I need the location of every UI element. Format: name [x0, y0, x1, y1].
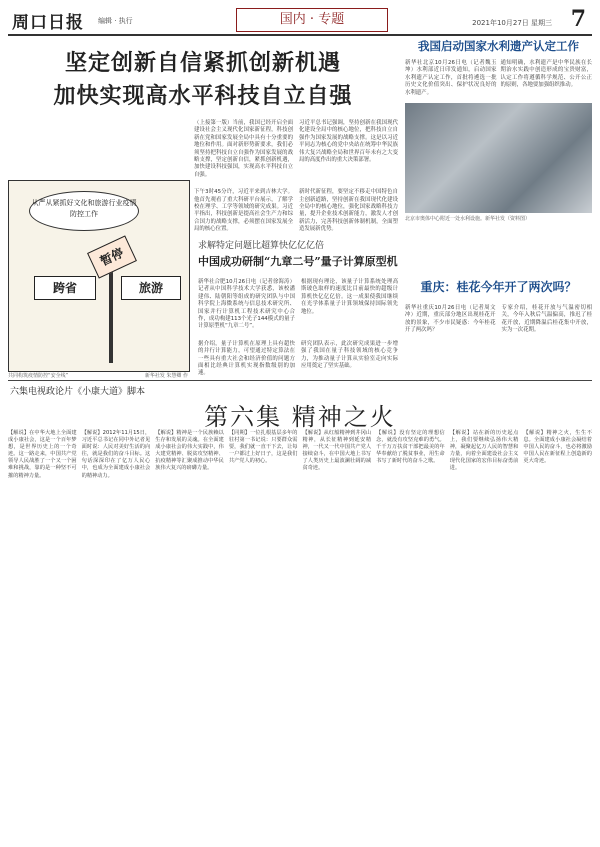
- series-kicker: 六集电视政论片《小康大道》脚本: [10, 387, 146, 397]
- cartoon-cloud-text: 从严从紧抓好文化和旅游行业疫情防控工作: [29, 191, 139, 231]
- page-number: 7: [570, 6, 586, 32]
- script-column: 【解说】在中华大地上全面建成小康社会，这是一个百年梦想，是世界历史上的一个奇迹。这一路走来，中国共产党领导人民战胜了一个又一个困难和挑战，靠的是一种坚不可摧的精神力量。: [8, 430, 77, 479]
- script-column: 【解说】2012年11月15日，习近平总书记在同中外记者见面时说：人民对美好生活的向往，就是我们的奋斗目标。这句话深深印在了亿万人民心中，也成为全面建成小康社会的精神动力。: [81, 430, 151, 479]
- quantum-column: 新华社合肥10月26日电（记者徐海涛）记者从中国科学技术大学获悉，该校潘建伟、陆朝阳等组成的研究团队与中国科学院上海微系统与信息技术研究所、国家并行计算机工程技术研究中心合作，成功构建113个光子144模式的量子计算原型机“九章二号”。: [198, 279, 295, 330]
- quantum-article: [198, 238, 398, 378]
- water-heritage-photo: [405, 103, 592, 213]
- quantum-headline: 中国成功研制“九章二号”量子计算原型机: [198, 255, 398, 268]
- quantum-kicker: 求解特定问题比超算快亿亿亿倍: [198, 241, 325, 251]
- script-column: 【解说】没有坚定的理想信念，就没有攻坚克难的勇气。千千万万扶贫干部把最美的年华奉献给了脱贫事业，用生命书写了新时代的奋斗之歌。: [376, 430, 445, 465]
- chongqing-column: 新华社重庆10月26日电（记者周文冲）近期，重庆部分地区出现桂花开放的景象，不少市民疑惑：今年桂花开了两次吗？: [405, 305, 496, 334]
- chongqing-headline: 重庆：桂花今年开了两次吗？: [420, 280, 577, 294]
- issue-date: 2021年10月27日 星期三: [472, 19, 552, 27]
- water-heritage-column: 新华社北京10月26日电（记者魏玉坤）水利部近日印发通知，启动国家水利遗产认定工作，首批将遴选一批历史文化价值突出、保护状况良好的水利遗产。: [405, 60, 497, 96]
- chongqing-article: [405, 278, 592, 335]
- lead-headline-2: 加快实现高水平科技自立自强: [53, 83, 353, 109]
- cartoon-sign-center: 暂停: [87, 235, 137, 278]
- quantum-column: 根据现有理论，该量子计算系统处理高斯玻色取样的速度比目前最快的超级计算机快亿亿亿倍。这一成果使我国继续在光学体系量子计算领域保持国际领先地位。: [301, 279, 398, 315]
- section-divider: [8, 380, 592, 381]
- script-column: 【解说】精神之火，生生不息。全面建成小康社会凝结着中国人民的奋斗，也必将激励中国人民在新征程上创造新的更大奇迹。: [523, 430, 592, 465]
- masthead: [8, 6, 592, 36]
- cartoon-caption-left: 共同构筑疫情防控“安全线”: [8, 373, 69, 379]
- cartoon-sign-left: 跨省: [34, 276, 96, 300]
- episode-title: 第六集 精神之火: [204, 403, 396, 431]
- chongqing-column: 专家介绍，桂花开放与气温密切相关，今年入秋后气温偏高，推迟了桂花开放，近期降温后桂花集中开放，实为一次花期。: [501, 305, 592, 334]
- cartoon-caption-right: 新华社发 朱慧卿 作: [144, 373, 188, 379]
- script-column: 【解说】站在新的历史起点上，我们要继续弘扬伟大精神，凝聚起亿万人民的智慧和力量，向着全面建设社会主义现代化国家的宏伟目标奋勇前进。: [449, 430, 519, 472]
- editor-meta: 编辑 · 执行: [98, 17, 133, 25]
- cartoon-sign-right: 旅游: [121, 276, 181, 300]
- water-heritage-photo-caption: 北京市奥体中心附近一处水利设施。新华社发（资料图）: [405, 216, 531, 223]
- lead-column: （上接第一版）当前，我国已经开启全面建设社会主义现代化国家新征程，科技创新在党和国家发展全局中具有十分重要的地位和作用。面对新形势新要求，我们必须坚持把科技自立自强作为国家发展的战略支撑，坚定创新自信，紧抓创新机遇，加快建设科技强国，实现高水平科技自立自强。: [194, 120, 293, 178]
- quantum-column: 据介绍，量子计算机在原理上具有超快的并行计算能力，可望通过特定算法在一些具有重大社会和经济价值的问题方面相比经典计算机实现指数级别的加速。: [198, 340, 295, 377]
- cartoon-illustration: [8, 180, 190, 372]
- water-heritage-column: 通知明确，水利遗产是中华民族在长期治水实践中创造形成的宝贵财富，认定工作将遵循科学规范、公开公正的原则，各地要加强组织推动。: [500, 60, 592, 89]
- lead-column: 下午3时45分许，习近平来到吉林大学。他首先观看了重大科研平台展示，了解学校在理学、工学等领域的研究成果。习近平指出，科技创新是提高社会生产力和综合国力的战略支撑，必须摆在国家发展全局的核心位置。: [194, 189, 293, 233]
- script-column: 【解说】从红船精神到井冈山精神，从长征精神到延安精神，一代又一代中国共产党人接续奋斗，在中国大地上书写了人类历史上最波澜壮阔的减贫奇迹。: [302, 430, 372, 472]
- lead-headline-1: 坚定创新自信紧抓创新机遇: [64, 50, 341, 76]
- lead-column: 新时代新征程，要坚定不移走中国特色自主创新道路，坚持创新在我国现代化建设全局中的核心地位，强化国家战略科技力量，提升企业技术创新能力，激发人才创新活力，完善科技创新体制机制，全面塑造发展新优势。: [299, 189, 398, 233]
- newspaper-logo: 周口日报: [12, 13, 84, 33]
- script-column: 【解说】精神是一个民族赖以生存和发展的灵魂。在全面建成小康社会的伟大实践中，伟大建党精神、脱贫攻坚精神、抗疫精神等汇聚成推动中华民族伟大复兴的磅礴力量。: [155, 430, 224, 472]
- section-label: 国内 · 专题: [236, 8, 388, 32]
- cartoon-caption: [8, 372, 188, 379]
- script-body: [8, 430, 592, 842]
- water-heritage-article: [405, 38, 592, 223]
- lead-column: 习近平总书记强调，坚持创新在我国现代化建设全局中的核心地位，把科技自立自强作为国家发展的战略支撑。这是以习近平同志为核心的党中央站在统筹中华民族伟大复兴战略全局和世界百年未有之大变局的高度作出的重大决策部署。: [299, 120, 398, 164]
- script-column: 【同期】一位扎根基层多年的驻村第一书记说：只要群众需要，我们就一直干下去，让每一户都过上好日子，这是我们共产党人的初心。: [228, 430, 298, 465]
- quantum-column: 研究团队表示，此次研究成果进一步增强了我国在量子科技领域的核心竞争力，为推动量子计算从实验室走向实际应用奠定了坚实基础。: [301, 340, 398, 370]
- water-heritage-headline: 我国启动国家水利遗产认定工作: [418, 39, 579, 53]
